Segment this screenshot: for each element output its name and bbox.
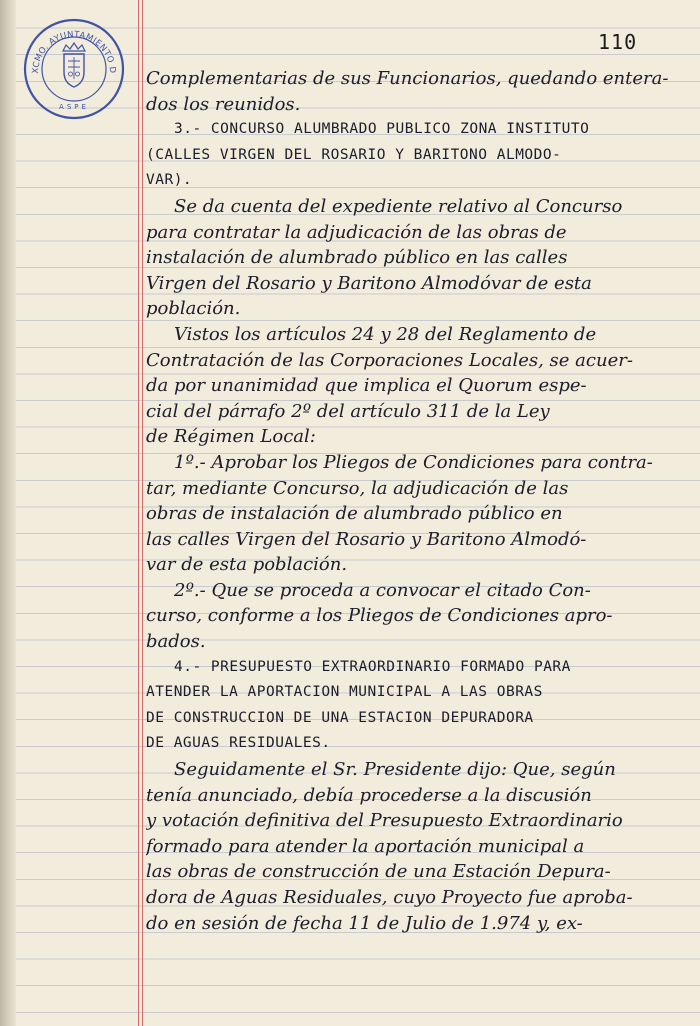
manuscript-line: dos los reunidos. bbox=[146, 93, 301, 115]
manuscript-line: var de esta población. bbox=[146, 554, 348, 576]
manuscript-line: cial del párrafo 2º del artículo 311 de la Ley bbox=[146, 400, 550, 422]
manuscript-line: curso, conforme a los Pliegos de Condiciones apro- bbox=[146, 605, 613, 627]
manuscript-line: de Régimen Local: bbox=[146, 426, 316, 448]
binding-spine bbox=[0, 0, 16, 1026]
seal-town-name: ASPE bbox=[59, 103, 89, 111]
manuscript-line: obras de instalación de alumbrado público en bbox=[146, 503, 563, 525]
minutes-text bbox=[146, 66, 686, 936]
manuscript-line: formado para atender la aportación municipal a bbox=[146, 835, 585, 857]
section-heading-line: 3.- CONCURSO ALUMBRADO PUBLICO ZONA INSTITUTO bbox=[174, 121, 590, 138]
manuscript-line: y votación definitiva del Presupuesto Extraordinario bbox=[146, 810, 623, 832]
manuscript-line: bados. bbox=[146, 631, 206, 653]
section-heading-line: DE AGUAS RESIDUALES. bbox=[146, 735, 331, 752]
manuscript-line: 1º.- Aprobar los Pliegos de Condiciones para contra- bbox=[174, 451, 653, 473]
margin-rule-inner bbox=[142, 0, 143, 1026]
manuscript-line: tar, mediante Concurso, la adjudicación de las bbox=[146, 477, 569, 499]
manuscript-line: Vistos los artículos 24 y 28 del Reglamento de bbox=[174, 323, 597, 345]
manuscript-line: las calles Virgen del Rosario y Baritono Almodó- bbox=[146, 528, 587, 550]
manuscript-line: do en sesión de fecha 11 de Julio de 1.974 y, ex- bbox=[146, 912, 583, 934]
manuscript-line: 2º.- Que se proceda a convocar el citado Con- bbox=[174, 579, 591, 601]
manuscript-line: Se da cuenta del expediente relativo al Concurso bbox=[174, 195, 623, 217]
manuscript-line: dora de Aguas Residuales, cuyo Proyecto fue aproba- bbox=[146, 887, 633, 908]
manuscript-line: da por unanimidad que implica el Quorum espe- bbox=[146, 375, 587, 397]
manuscript-line: Virgen del Rosario y Baritono Almodóvar de esta bbox=[146, 272, 592, 294]
page-number: 110 bbox=[598, 30, 638, 54]
section-heading-line: (CALLES VIRGEN DEL ROSARIO Y BARITONO ALMODO- bbox=[146, 146, 562, 163]
margin-rule bbox=[138, 0, 139, 1026]
manuscript-line: para contratar la adjudicación de las obras de bbox=[146, 221, 567, 243]
manuscript-line: tenía anunciado, debía procederse a la discusión bbox=[146, 784, 592, 806]
section-heading-line: DE CONSTRUCCION DE UNA ESTACION DEPURADORA bbox=[146, 709, 534, 726]
manuscript-line: Seguidamente el Sr. Presidente dijo: Que, según bbox=[174, 759, 616, 781]
municipal-seal-stamp bbox=[22, 17, 126, 121]
manuscript-line: Complementarias de sus Funcionarios, quedando entera- bbox=[146, 68, 669, 89]
manuscript-line: instalación de alumbrado público en las calles bbox=[146, 247, 568, 269]
section-heading-line: VAR). bbox=[146, 172, 193, 189]
manuscript-line: población. bbox=[146, 298, 241, 320]
section-heading-line: 4.- PRESUPUESTO EXTRAORDINARIO FORMADO PARA bbox=[174, 658, 571, 675]
manuscript-line: Contratación de las Corporaciones Locales, se acuer- bbox=[146, 349, 633, 371]
section-heading-line: ATENDER LA APORTACION MUNICIPAL A LAS OBRAS bbox=[146, 684, 543, 701]
manuscript-line: las obras de construcción de una Estación Depura- bbox=[146, 861, 611, 883]
svg-text:EXCMO. AYUNTAMIENTO DE: XCMO. AYUNTAMIENTO D bbox=[30, 29, 118, 74]
